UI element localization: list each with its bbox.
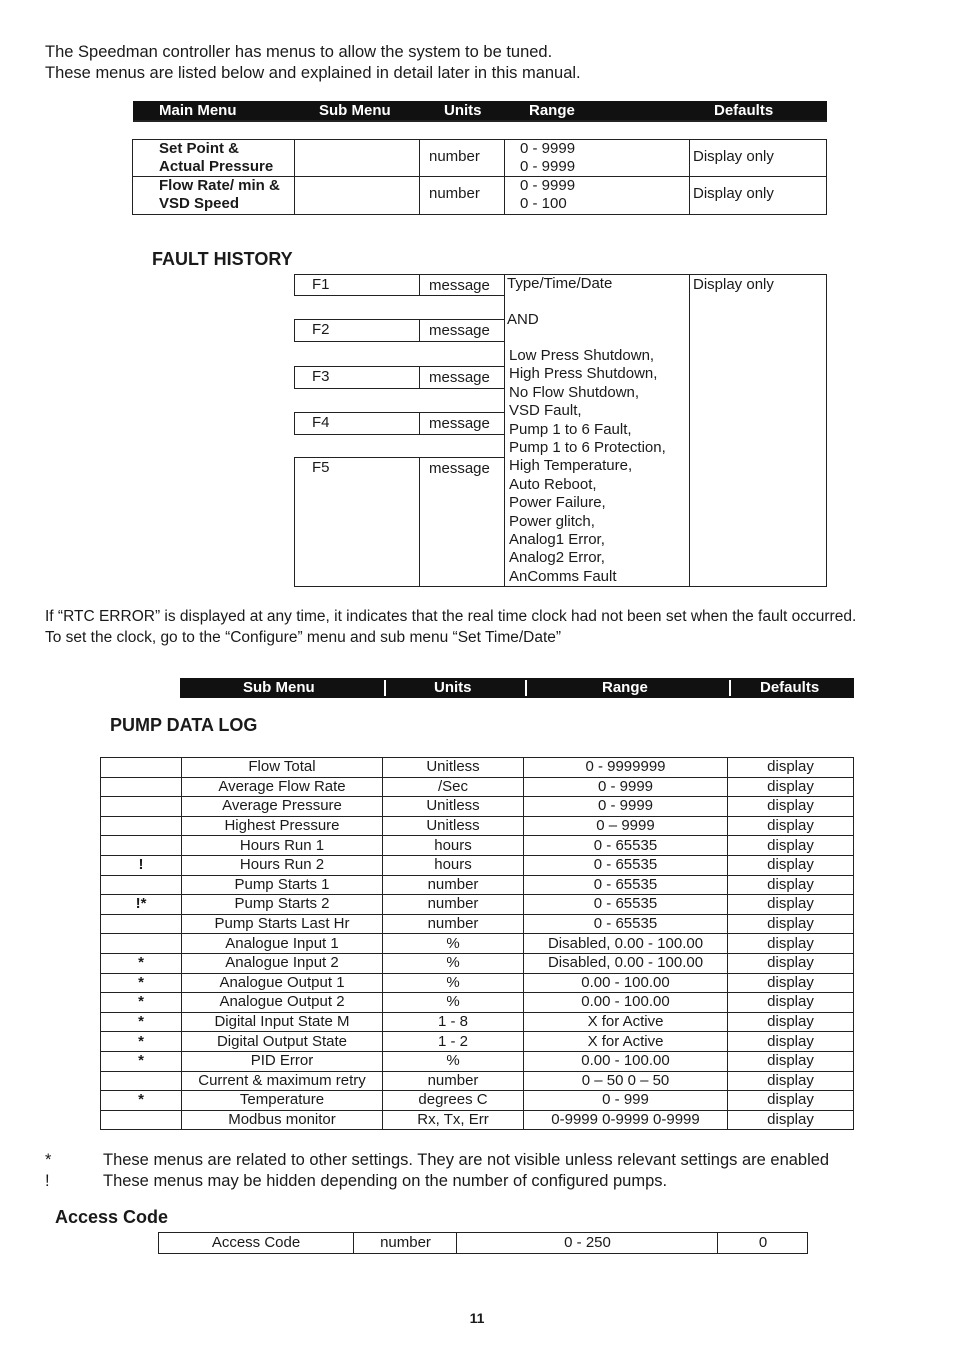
log-name: Analogue Output 2: [182, 993, 383, 1013]
rtc-note-line-2: To set the clock, go to the “Configure” menu and sub menu “Set Time/Date”: [45, 629, 562, 646]
divider: [419, 274, 420, 296]
table-row: [101, 1051, 854, 1071]
log-mark: *: [101, 1091, 182, 1111]
log-range: X for Active: [524, 1012, 728, 1032]
log-name: Hours Run 1: [182, 836, 383, 856]
log-range: 0.00 - 100.00: [524, 993, 728, 1013]
log-range: 0.00 - 100.00: [524, 1051, 728, 1071]
set-point-defaults: Display only: [693, 148, 774, 165]
log-units: 1 - 2: [383, 1032, 524, 1052]
fault-units-f3: message: [429, 369, 490, 386]
log-name: Pump Starts Last Hr: [182, 914, 383, 934]
log-default: display: [728, 1051, 854, 1071]
header-range: Range: [602, 679, 648, 696]
header-underline: [133, 120, 827, 122]
fault-type: High Temperature,: [509, 457, 633, 475]
access-code-default: 0: [758, 1234, 768, 1251]
log-name: Hours Run 2: [182, 855, 383, 875]
header-separator: [525, 680, 527, 696]
intro-line-1: The Speedman controller has menus to allow the system to be tuned.: [45, 43, 553, 61]
log-mark: *: [101, 1032, 182, 1052]
header-separator: [729, 680, 731, 696]
intro-line-2: These menus are listed below and explained in detail later in this manual.: [45, 64, 581, 82]
table-row: [101, 875, 854, 895]
log-mark: *: [101, 993, 182, 1013]
log-mark: [101, 836, 182, 856]
log-mark: *: [101, 973, 182, 993]
log-range: 0 - 65535: [524, 875, 728, 895]
table-row: [101, 797, 854, 817]
log-range: 0 - 9999999: [524, 758, 728, 778]
fault-units-f1: message: [429, 277, 490, 294]
log-name: Analogue Output 1: [182, 973, 383, 993]
fault-range-head: Type/Time/Date: [507, 275, 613, 292]
table-row: [101, 914, 854, 934]
log-range: 0 - 65535: [524, 836, 728, 856]
log-units: Unitless: [383, 758, 524, 778]
log-units: number: [383, 875, 524, 895]
log-units: Rx, Tx, Err: [383, 1110, 524, 1130]
header-sub-menu: Sub Menu: [319, 102, 391, 119]
log-name: Highest Pressure: [182, 816, 383, 836]
log-default: display: [728, 973, 854, 993]
log-default: display: [728, 836, 854, 856]
fault-id-f1: F1: [312, 276, 330, 293]
note-text: These menus are related to other settings. They are not visible unless relevant settings are enabled: [103, 1151, 830, 1169]
log-default: display: [728, 777, 854, 797]
fault-type: No Flow Shutdown,: [509, 383, 640, 401]
log-range: 0 - 9999: [524, 777, 728, 797]
main-menu-header: [133, 101, 827, 120]
log-name: Analogue Input 1: [182, 934, 383, 954]
page-number: 11: [469, 1310, 485, 1326]
log-name: Pump Starts 1: [182, 875, 383, 895]
divider: [419, 412, 420, 435]
table-row: [101, 934, 854, 954]
flow-rate-name: Flow Rate/ min & VSD Speed: [159, 177, 280, 212]
set-point-range: 0 - 9999 0 - 9999: [520, 140, 576, 175]
log-units: Unitless: [383, 797, 524, 817]
divider: [689, 139, 690, 215]
log-default: display: [728, 934, 854, 954]
table-row: [101, 1032, 854, 1052]
rtc-note-line-1: If “RTC ERROR” is displayed at any time, it indicates that the real time clock had not been set when the fault occurred.: [45, 608, 857, 625]
table-row: [101, 895, 854, 915]
sub-menu-header: [180, 678, 854, 698]
table-row: [101, 1071, 854, 1091]
table-row: [101, 973, 854, 993]
fault-type: Low Press Shutdown,: [509, 347, 655, 364]
fault-id-f5: F5: [312, 459, 330, 476]
fault-id-f4: F4: [312, 414, 330, 431]
log-mark: [101, 777, 182, 797]
log-units: number: [383, 895, 524, 915]
table-row: [101, 1012, 854, 1032]
fault-type: Power Failure,: [509, 494, 606, 512]
pump-data-log-table: [100, 757, 854, 1130]
table-row: [101, 816, 854, 836]
log-mark: [101, 797, 182, 817]
fault-type: Auto Reboot,: [509, 475, 597, 493]
log-units: %: [383, 953, 524, 973]
log-units: %: [383, 993, 524, 1013]
flow-rate-units: number: [429, 185, 480, 202]
log-range: 0 - 999: [524, 1091, 728, 1111]
flow-rate-defaults: Display only: [693, 185, 774, 202]
log-default: display: [728, 1071, 854, 1091]
log-units: %: [383, 973, 524, 993]
log-units: %: [383, 934, 524, 954]
table-row: [101, 836, 854, 856]
pump-data-log-title: PUMP DATA LOG: [110, 715, 258, 735]
log-name: Current & maximum retry: [182, 1071, 383, 1091]
header-range: Range: [529, 102, 575, 119]
log-mark: [101, 934, 182, 954]
log-default: display: [728, 1110, 854, 1130]
divider: [419, 139, 420, 215]
divider: [419, 366, 420, 389]
log-name: Pump Starts 2: [182, 895, 383, 915]
log-name: Temperature: [182, 1091, 383, 1111]
table-row: [101, 758, 854, 778]
fault-type: AnComms Fault: [509, 567, 617, 585]
fault-units-f2: message: [429, 322, 490, 339]
log-units: degrees C: [383, 1091, 524, 1111]
fault-type: Power glitch,: [509, 512, 595, 530]
fault-type: High Press Shutdown,: [509, 365, 658, 383]
log-name: Average Flow Rate: [182, 777, 383, 797]
log-name: Digital Input State M: [182, 1012, 383, 1032]
fault-units-f5: message: [429, 460, 490, 477]
fault-type: Pump 1 to 6 Protection,: [509, 439, 666, 457]
log-units: number: [383, 914, 524, 934]
access-code-title: Access Code: [55, 1207, 169, 1227]
log-mark: *: [101, 953, 182, 973]
log-name: Analogue Input 2: [182, 953, 383, 973]
log-mark: [101, 816, 182, 836]
table-row: [101, 1110, 854, 1130]
log-units: %: [383, 1051, 524, 1071]
divider: [294, 139, 295, 215]
fault-id-f2: F2: [312, 321, 330, 338]
access-code-name: Access Code: [211, 1234, 301, 1251]
log-default: display: [728, 895, 854, 915]
note-symbol: *: [45, 1151, 52, 1169]
note-text: These menus may be hidden depending on the number of configured pumps.: [103, 1172, 668, 1190]
table-row: [101, 855, 854, 875]
log-mark: !: [101, 855, 182, 875]
access-code-units: number: [380, 1234, 431, 1251]
log-range: 0 - 9999: [524, 797, 728, 817]
log-mark: [101, 875, 182, 895]
log-range: 0-9999 0-9999 0-9999: [524, 1110, 728, 1130]
intro-text: [45, 42, 581, 84]
log-default: display: [728, 1091, 854, 1111]
note-exclamation: [45, 1172, 667, 1191]
fault-history-title: FAULT HISTORY: [152, 249, 293, 269]
log-range: 0 – 9999: [524, 816, 728, 836]
log-default: display: [728, 993, 854, 1013]
note-star: [45, 1151, 829, 1170]
log-name: Average Pressure: [182, 797, 383, 817]
log-default: display: [728, 816, 854, 836]
divider: [504, 139, 505, 215]
log-units: hours: [383, 836, 524, 856]
log-default: display: [728, 855, 854, 875]
rtc-note: [45, 606, 856, 648]
log-name: PID Error: [182, 1051, 383, 1071]
log-range: 0 – 50 0 – 50: [524, 1071, 728, 1091]
log-range: X for Active: [524, 1032, 728, 1052]
table-row: [101, 993, 854, 1013]
log-units: number: [383, 1071, 524, 1091]
log-units: Unitless: [383, 816, 524, 836]
log-default: display: [728, 797, 854, 817]
log-range: Disabled, 0.00 - 100.00: [524, 934, 728, 954]
log-units: hours: [383, 855, 524, 875]
fault-units-f4: message: [429, 415, 490, 432]
log-mark: !*: [101, 895, 182, 915]
log-default: display: [728, 875, 854, 895]
log-range: 0 - 65535: [524, 914, 728, 934]
table-row: [101, 953, 854, 973]
fault-range-and: AND: [507, 311, 539, 328]
log-units: /Sec: [383, 777, 524, 797]
fault-type-list: [509, 347, 666, 586]
log-mark: [101, 758, 182, 778]
note-symbol: !: [45, 1172, 50, 1190]
log-name: Flow Total: [182, 758, 383, 778]
fault-type: VSD Fault,: [509, 402, 582, 420]
log-name: Modbus monitor: [182, 1110, 383, 1130]
log-mark: *: [101, 1051, 182, 1071]
log-default: display: [728, 1012, 854, 1032]
log-default: display: [728, 758, 854, 778]
fault-type: Analog2 Error,: [509, 549, 605, 567]
fault-defaults: Display only: [693, 276, 774, 293]
log-name: Digital Output State: [182, 1032, 383, 1052]
log-range: 0 - 65535: [524, 895, 728, 915]
log-units: 1 - 8: [383, 1012, 524, 1032]
header-separator: [384, 680, 386, 696]
header-sub-menu: Sub Menu: [243, 679, 315, 696]
table-row: [101, 1091, 854, 1111]
log-range: 0.00 - 100.00: [524, 973, 728, 993]
header-main-menu: Main Menu: [159, 102, 237, 119]
log-mark: [101, 1071, 182, 1091]
header-defaults: Defaults: [760, 679, 820, 696]
table-row: [101, 777, 854, 797]
flow-rate-range: 0 - 9999 0 - 100: [520, 177, 576, 212]
log-mark: [101, 914, 182, 934]
header-units: Units: [444, 102, 482, 119]
log-default: display: [728, 953, 854, 973]
set-point-units: number: [429, 148, 480, 165]
fault-id-f3: F3: [312, 368, 330, 385]
log-default: display: [728, 1032, 854, 1052]
log-mark: [101, 1110, 182, 1130]
set-point-name: Set Point & Actual Pressure: [159, 140, 274, 175]
log-mark: *: [101, 1012, 182, 1032]
fault-defaults-box: [689, 274, 827, 587]
fault-type: Pump 1 to 6 Fault,: [509, 420, 632, 438]
log-default: display: [728, 914, 854, 934]
header-defaults: Defaults: [714, 102, 774, 119]
log-range: 0 - 65535: [524, 855, 728, 875]
divider: [419, 319, 420, 342]
fault-type: Analog1 Error,: [509, 531, 605, 549]
log-range: Disabled, 0.00 - 100.00: [524, 953, 728, 973]
access-code-range: 0 - 250: [564, 1234, 611, 1251]
header-units: Units: [434, 679, 472, 696]
divider: [419, 457, 420, 587]
